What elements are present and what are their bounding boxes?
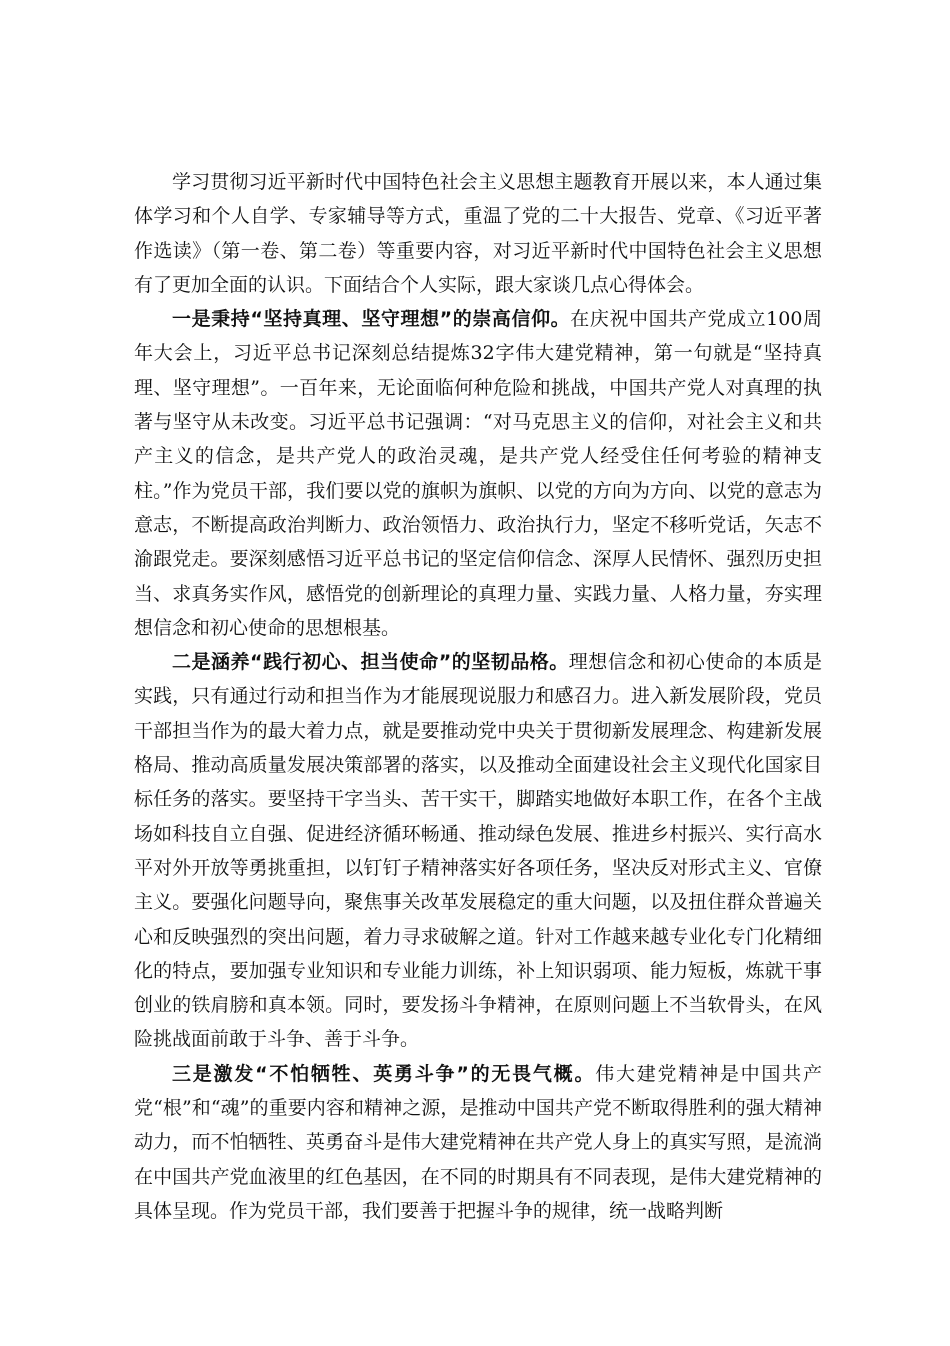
point-one-heading: 一是秉持“坚持真理、坚守理想”的崇高信仰。	[172, 308, 571, 331]
point-one-text: 在庆祝中国共产党成立100周年大会上，习近平总书记深刻总结提炼32字伟大建党精神，第一句就是“坚持真理、坚守理想”。一百年来，无论面临何种危险和挑战，中国共产党人对真理的执著与坚守从未改变。习近平总书记强调：“对马克思主义的信仰，对社会主义和共产主义的信念，是共产党人的政治灵魂，是共产党人经受住任何考验的精神支柱。”作为党员干部，我们要以党的旗帜为旗帜、以党的方向为方向、以党的意志为意志，不断提高政治判断力、政治领悟力、政治执行力，坚定不移听党话，矢志不渝跟党走。要深刻感悟习近平总书记的坚定信仰信念、深厚人民情怀、强烈历史担当、求真务实作风，感悟党的创新理论的真理力量、实践力量、人格力量，夯实理想信念和初心使命的思想根基。	[134, 308, 822, 639]
intro-paragraph-text: 学习贯彻习近平新时代中国特色社会主义思想主题教育开展以来，本人通过集体学习和个人自学、专家辅导等方式，重温了党的二十大报告、党章、《习近平著作选读》（第一卷、第二卷）等重要内容，对习近平新时代中国特色社会主义思想有了更加全面的认识。下面结合个人实际，跟大家谈几点心得体会。	[134, 171, 822, 296]
point-three-heading: 三是激发“不怕牺牲、英勇斗争”的无畏气概。	[172, 1062, 596, 1085]
point-one-paragraph	[134, 302, 822, 645]
intro-paragraph	[134, 165, 822, 302]
point-two-heading: 二是涵养“践行初心、担当使命”的坚韧品格。	[172, 651, 569, 674]
point-three-text: 伟大建党精神是中国共产党“根”和“魂”的重要内容和精神之源，是推动中国共产党不断取得胜利的强大精神动力，而不怕牺牲、英勇奋斗是伟大建党精神在共产党人身上的真实写照，是流淌在中国共产党血液里的红色基因，在不同的时期具有不同表现，是伟大建党精神的具体呈现。作为党员干部，我们要善于把握斗争的规律，统一战略判断	[134, 1062, 822, 1222]
document-body	[134, 165, 822, 1228]
point-two-text: 理想信念和初心使命的本质是实践，只有通过行动和担当作为才能展现说服力和感召力。进入新发展阶段，党员干部担当作为的最大着力点，就是要推动党中央关于贯彻新发展理念、构建新发展格局、推动高质量发展决策部署的落实，以及推动全面建设社会主义现代化国家目标任务的落实。要坚持干字当头、苦干实干，脚踏实地做好本职工作，在各个主战场如科技自立自强、促进经济循环畅通、推动绿色发展、推进乡村振兴、实行高水平对外开放等勇挑重担，以钉钉子精神落实好各项任务，坚决反对形式主义、官僚主义。要强化问题导向，聚焦事关改革发展稳定的重大问题，以及扭住群众普遍关心和反映强烈的突出问题，着力寻求破解之道。针对工作越来越专业化专门化精细化的特点，要加强专业知识和专业能力训练，补上知识弱项、能力短板，炼就干事创业的铁肩膀和真本领。同时，要发扬斗争精神，在原则问题上不当软骨头，在风险挑战面前敢于斗争、善于斗争。	[134, 651, 822, 1051]
point-two-paragraph	[134, 645, 822, 1057]
point-three-paragraph	[134, 1057, 822, 1228]
